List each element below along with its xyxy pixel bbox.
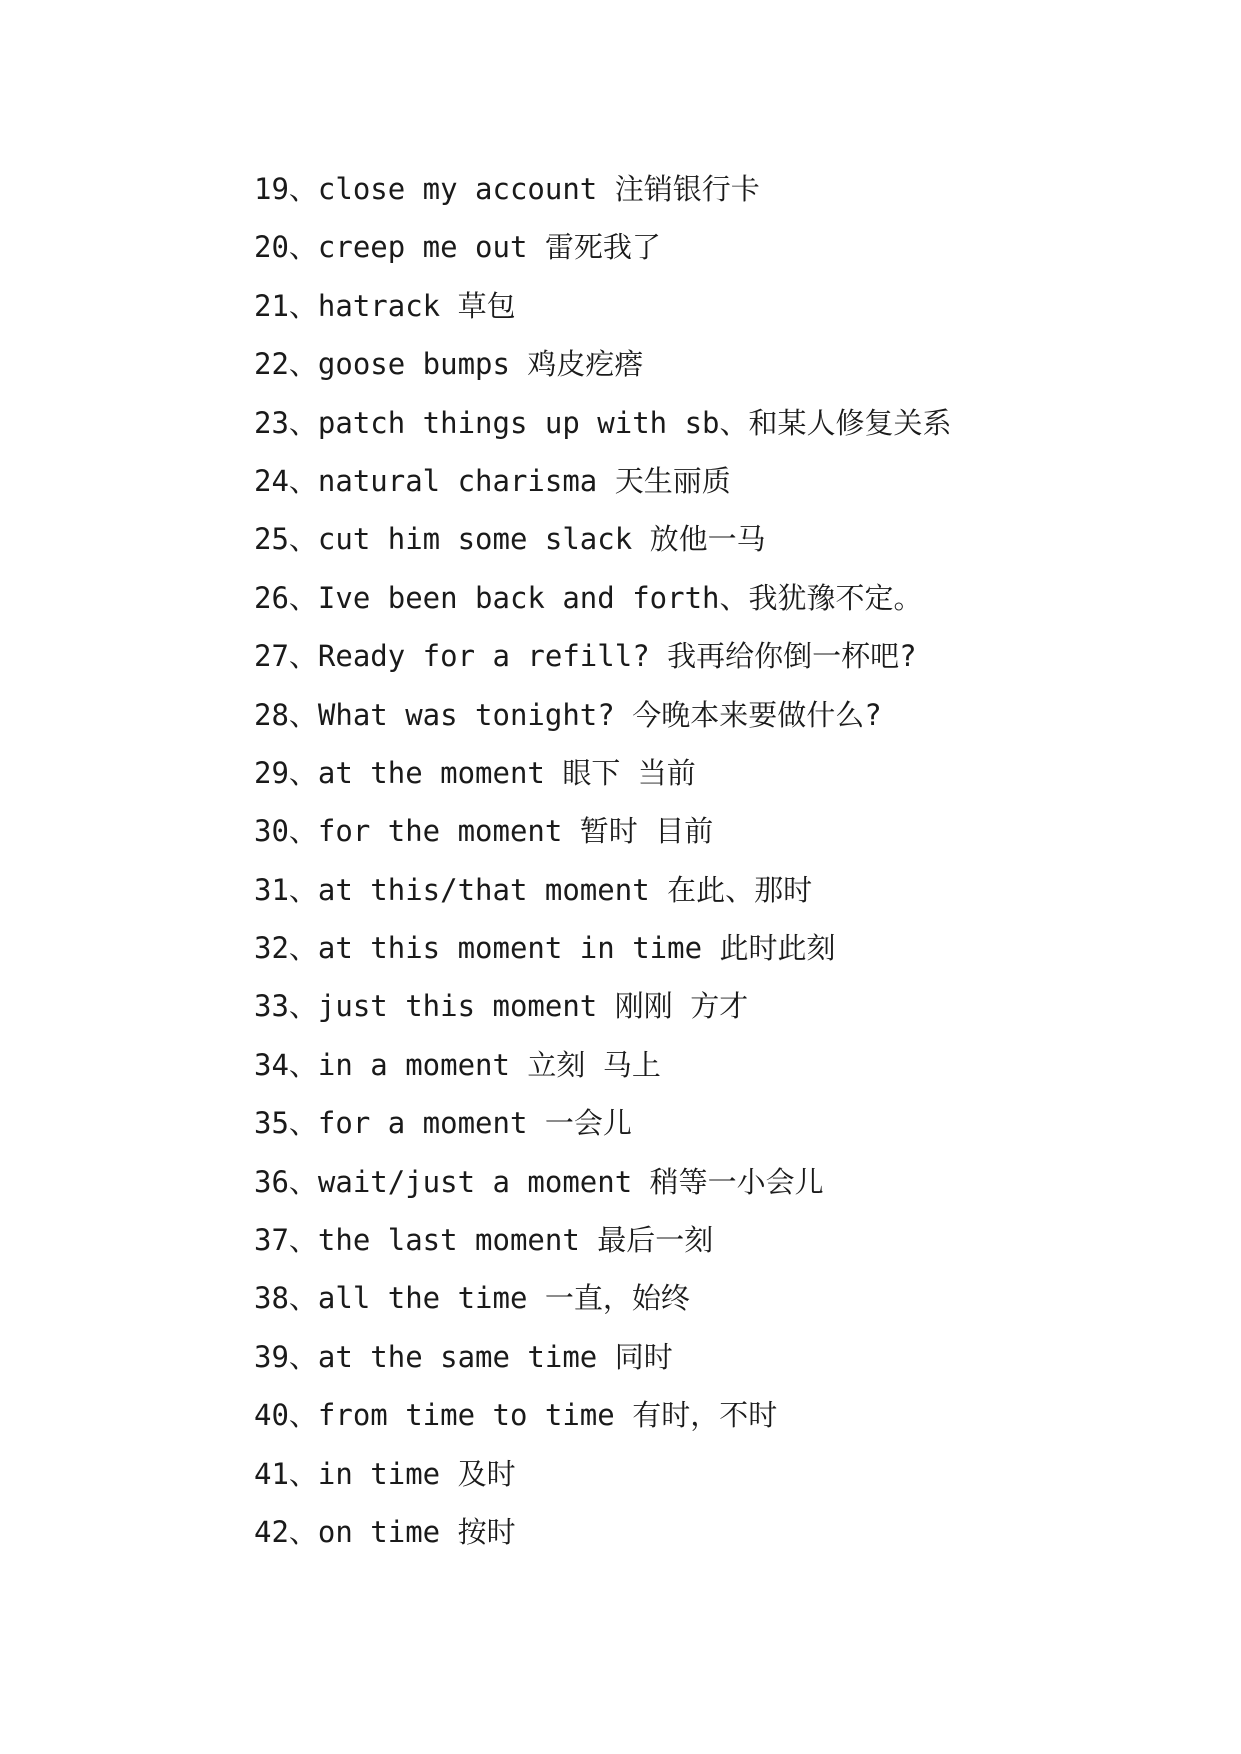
list-item: 27、Ready for a refill? 我再给你倒一杯吧? <box>254 639 917 674</box>
phrase-list <box>254 160 1154 1561</box>
list-item: 24、natural charisma 天生丽质 <box>254 463 731 498</box>
list-item: 40、from time to time 有时，不时 <box>254 1398 778 1433</box>
list-item: 21、hatrack 草包 <box>254 288 516 323</box>
list-item: 29、at the moment 眼下 当前 <box>254 755 696 790</box>
list-item: 35、for a moment 一会儿 <box>254 1106 632 1141</box>
list-item: 19、close my account 注销银行卡 <box>254 172 760 206</box>
list-item: 30、for the moment 暂时 目前 <box>254 814 714 849</box>
list-item: 20、creep me out 雷死我了 <box>254 230 661 265</box>
list-item: 42、on time 按时 <box>254 1514 516 1549</box>
list-item: 36、wait/just a moment 稍等一小会儿 <box>254 1164 824 1199</box>
list-item: 28、What was tonight? 今晚本来要做什么? <box>254 697 882 732</box>
list-item: 22、goose bumps 鸡皮疙瘩 <box>254 347 644 382</box>
list-item: 23、patch things up with sb、和某人修复关系 <box>254 405 952 440</box>
list-item: 41、in time 及时 <box>254 1456 516 1491</box>
list-item: 34、in a moment 立刻 马上 <box>254 1047 661 1082</box>
list-item: 39、at the same time 同时 <box>254 1339 673 1374</box>
list-item: 38、all the time 一直，始终 <box>254 1281 690 1316</box>
list-item: 25、cut him some slack 放他一马 <box>254 522 766 557</box>
list-item: 37、the last moment 最后一刻 <box>254 1223 714 1258</box>
list-item: 31、at this/that moment 在此、那时 <box>254 872 813 907</box>
list-item: 32、at this moment in time 此时此刻 <box>254 931 836 966</box>
list-item: 26、Ive been back and forth、我犹豫不定。 <box>254 580 923 615</box>
list-item: 33、just this moment 刚刚 方才 <box>254 989 749 1024</box>
